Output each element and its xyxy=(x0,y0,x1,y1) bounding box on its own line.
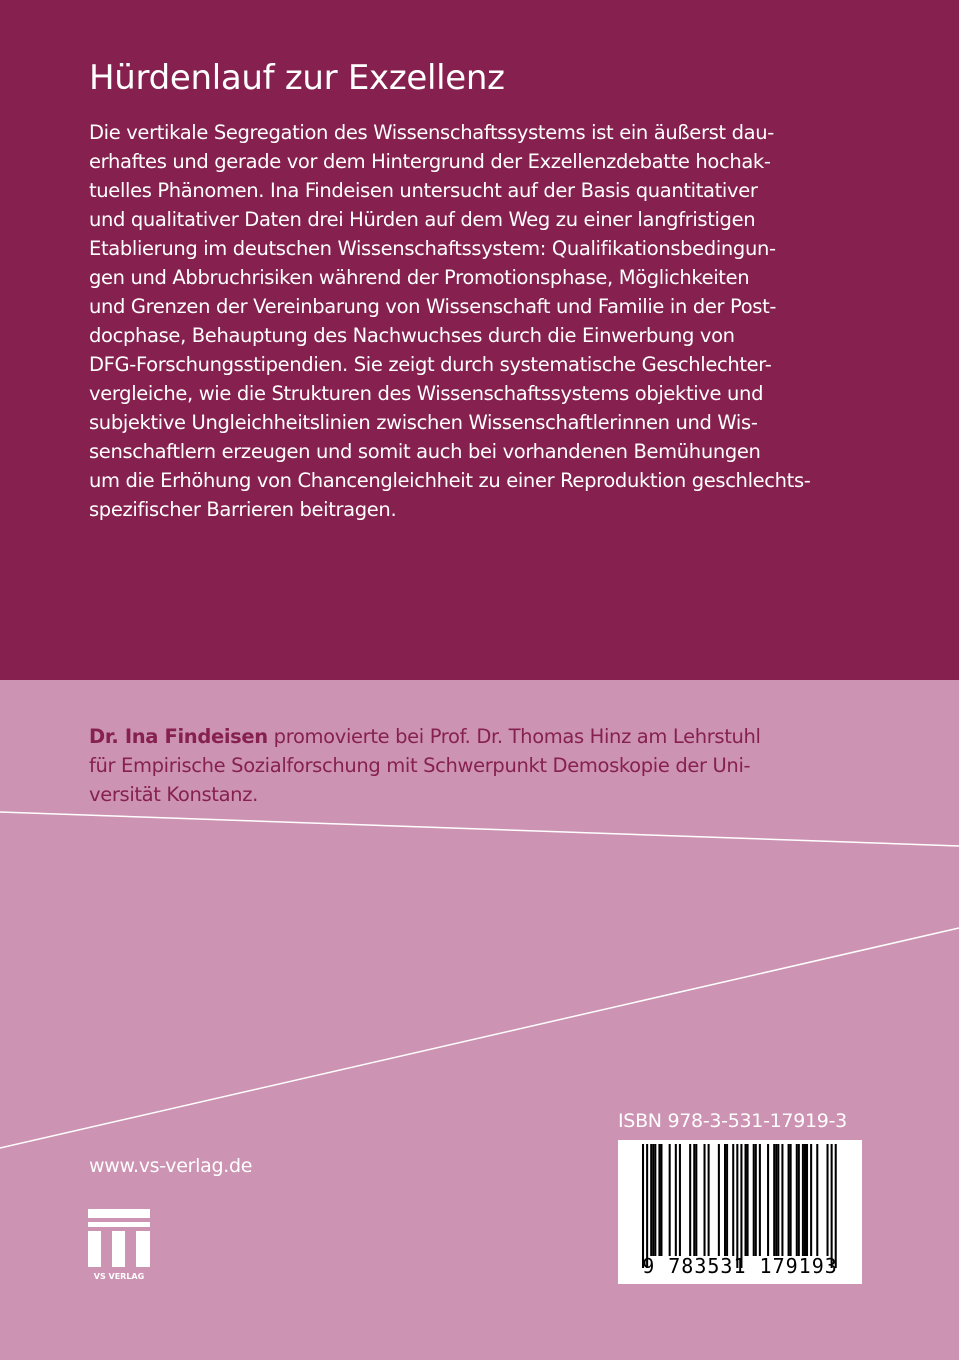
author-bio xyxy=(89,722,879,809)
author-bio-line: versität Konstanz. xyxy=(89,783,258,806)
barcode-bar xyxy=(724,1144,726,1256)
barcode-bar xyxy=(642,1144,644,1268)
deco-line-upper xyxy=(0,812,959,846)
isbn-label: ISBN 978-3-531-17919-3 xyxy=(618,1110,847,1132)
blurb-line: Die vertikale Segregation des Wissenschaftssystems ist ein äußerst dau- xyxy=(89,121,774,144)
barcode xyxy=(618,1140,862,1284)
barcode-bar xyxy=(802,1144,804,1256)
barcode-bar xyxy=(767,1144,769,1256)
blurb-line: gen und Abbruchrisiken während der Promotionsphase, Möglichkeiten xyxy=(89,266,750,289)
book-title: Hürdenlauf zur Exzellenz xyxy=(89,58,505,98)
barcode-bar xyxy=(732,1144,734,1256)
barcode-bar xyxy=(804,1144,806,1256)
barcode-bar xyxy=(652,1144,654,1256)
barcode-bar xyxy=(759,1144,761,1256)
author-bio-line xyxy=(89,722,879,751)
barcode-bar xyxy=(675,1144,677,1256)
vs-verlag-logo-icon xyxy=(88,1209,150,1283)
barcode-bar xyxy=(831,1144,833,1268)
barcode-bar xyxy=(718,1144,720,1256)
blurb-line: erhaftes und gerade vor dem Hintergrund der Exzellenzdebatte hochak- xyxy=(89,150,771,173)
barcode-bar xyxy=(747,1144,749,1256)
barcode-bar xyxy=(650,1144,652,1256)
barcode-bar xyxy=(777,1144,779,1256)
blurb-line: DFG-Forschungsstipendien. Sie zeigt durch systematische Geschlechter- xyxy=(89,353,772,376)
barcode-bar xyxy=(704,1144,706,1256)
barcode-bar xyxy=(654,1144,656,1256)
barcode-bar xyxy=(689,1144,691,1256)
barcode-bar xyxy=(810,1144,812,1256)
barcode-bar xyxy=(796,1144,798,1256)
barcode-bar xyxy=(781,1144,783,1256)
blurb-line: Etablierung im deutschen Wissenschaftssystem: Qualifikationsbedingun- xyxy=(89,237,776,260)
barcode-bar xyxy=(835,1144,837,1268)
barcode-bar xyxy=(693,1144,695,1256)
blurb-line: und qualitativer Daten drei Hürden auf dem Weg zu einer langfristigen xyxy=(89,208,756,231)
barcode-bar xyxy=(790,1144,792,1256)
barcode-bar xyxy=(708,1144,710,1256)
barcode-bar xyxy=(806,1144,808,1256)
book-blurb xyxy=(89,118,874,524)
blurb-line: um die Erhöhung von Chancengleichheit zu einer Reproduktion geschlechts- xyxy=(89,469,811,492)
publisher-website-link[interactable]: www.vs-verlag.de xyxy=(89,1155,253,1177)
barcode-bar xyxy=(798,1144,800,1256)
author-name: Dr. Ina Findeisen xyxy=(89,725,268,748)
barcode-bar xyxy=(827,1144,829,1256)
logo-text: VS VERLAG xyxy=(93,1272,145,1281)
barcode-bar xyxy=(773,1144,775,1256)
barcode-bar xyxy=(788,1144,790,1256)
blurb-line: docphase, Behauptung des Nachwuchses durch die Einwerbung von xyxy=(89,324,735,347)
blurb-line: vergleiche, wie die Strukturen des Wissenschaftssystems objektive und xyxy=(89,382,764,405)
barcode-bar xyxy=(660,1144,662,1256)
blurb-line: subjektive Ungleichheitslinien zwischen Wissenschaftlerinnen und Wis- xyxy=(89,411,758,434)
barcode-bar xyxy=(679,1144,681,1256)
author-bio-line: für Empirische Sozialforschung mit Schwerpunkt Demoskopie der Uni- xyxy=(89,754,751,777)
barcode-bar xyxy=(740,1144,742,1268)
blurb-line: und Grenzen der Vereinbarung von Wissenschaft und Familie in der Post- xyxy=(89,295,777,318)
barcode-digits: 9 783531 179193 xyxy=(642,1254,838,1278)
barcode-bar xyxy=(669,1144,671,1256)
barcode-bar xyxy=(695,1144,697,1256)
barcode-bar xyxy=(745,1144,747,1256)
blurb-line: spezifischer Barrieren beitragen. xyxy=(89,498,397,521)
barcode-bar xyxy=(726,1144,728,1256)
author-bio-text: promovierte bei Prof. Dr. Thomas Hinz am Lehrstuhl xyxy=(267,725,761,748)
blurb-line: tuelles Phänomen. Ina Findeisen untersucht auf der Basis quantitativer xyxy=(89,179,758,202)
barcode-bar xyxy=(658,1144,660,1256)
barcode-bar xyxy=(775,1144,777,1256)
barcode-bar xyxy=(755,1144,757,1256)
barcode-bar xyxy=(646,1144,648,1268)
barcode-bar xyxy=(816,1144,818,1256)
barcode-bar xyxy=(753,1144,755,1256)
blurb-line: senschaftlern erzeugen und somit auch bei vorhandenen Bemühungen xyxy=(89,440,761,463)
barcode-bar xyxy=(736,1144,738,1268)
